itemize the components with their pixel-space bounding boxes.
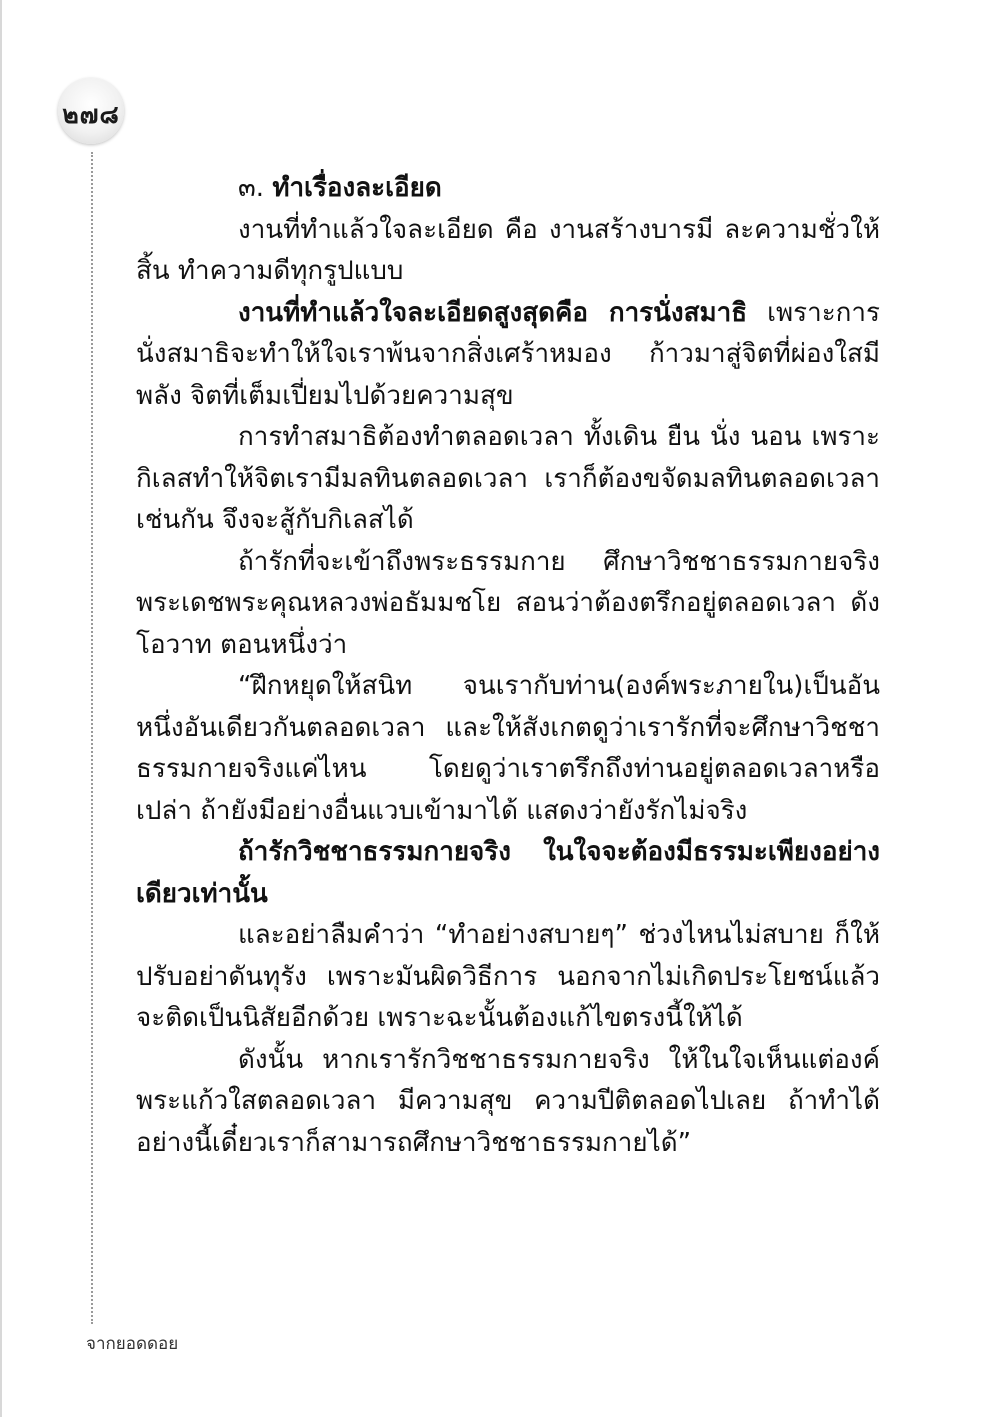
paragraph-3: การทำสมาธิต้องทำตลอดเวลา ทั้งเดิน ยืน นั่ง นอน เพราะกิเลสทำให้จิตเรามีมลทินตลอดเวลา เราก็ต้องขจัดมลทินตลอดเวลาเช่นกัน จึงจะสู้กับกิเลสได้ (136, 422, 880, 535)
quote-paragraph-3: ดังนั้น หากเรารักวิชชาธรรมกายจริง ให้ในใจเห็นแต่องค์พระแก้วใสตลอดเวลา มีความสุข ความปีติตลอดไปเลย ถ้าทำได้อย่างนี้เดี๋ยวเราก็สามารถศึกษาวิชชาธรรมกายได้” (136, 1044, 880, 1158)
section-heading (136, 168, 880, 210)
paragraph-4: ถ้ารักที่จะเข้าถึงพระธรรมกาย ศึกษาวิชชาธรรมกายจริง พระเดชพระคุณหลวงพ่อธัมมชโย สอนว่าต้องตรึกอยู่ตลอดเวลา ดังโอวาท ตอนหนึ่งว่า (136, 546, 880, 660)
body-text (136, 168, 880, 1164)
paragraph-1: งานที่ทำแล้วใจละเอียด คือ งานสร้างบารมี ละความชั่วให้สิ้น ทำความดีทุกรูปแบบ (136, 214, 880, 286)
running-footer: จากยอดดอย (86, 1334, 179, 1354)
quote-paragraph-bold: ถ้ารักวิชชาธรรมกายจริง ในใจจะต้องมีธรรมะเพียงอย่างเดียวเท่านั้น (136, 837, 880, 909)
section-number: ๓. (238, 173, 265, 203)
section-title: ทำเรื่องละเอียด (272, 173, 442, 203)
page-number: ๒๗๘ (62, 100, 120, 129)
paragraph-2-bold-lead: งานที่ทำแล้วใจละเอียดสูงสุดคือ การนั่งสมาธิ (238, 297, 748, 328)
quote-paragraph-1: “ฝึกหยุดให้สนิท จนเรากับท่าน(องค์พระภายใน)เป็นอันหนึ่งอันเดียวกันตลอดเวลา และให้สังเกตดูว่าเรารักที่จะศึกษาวิชชาธรรมกายจริงแค่ไหน โดยดูว่าเราตรึกถึงท่านอยู่ตลอดเวลาหรือเปล่า ถ้ายังมีอย่างอื่นแวบเข้ามาได้ แสดงว่ายังรักไม่จริง (136, 671, 880, 826)
margin-dotted-line (91, 152, 93, 1324)
quote-paragraph-2: และอย่าลืมคำว่า “ทำอย่างสบายๆ” ช่วงไหนไม่สบาย ก็ให้ปรับอย่าดันทุรัง เพราะมันผิดวิธีการ นอกจากไม่เกิดประโยชน์แล้วจะติดเป็นนิสัยอีกด้วย เพราะฉะนั้นต้องแก้ไขตรงนี้ให้ได้ (136, 920, 880, 1033)
paragraph-2-rest: เพราะการนั่งสมาธิจะทำให้ใจเราพ้นจากสิ่งเศร้าหมอง ก้าวมาสู่จิตที่ผ่องใสมีพลัง จิตที่เต็มเปี่ยมไปด้วยความสุข (136, 297, 880, 411)
paragraph-2 (136, 293, 880, 418)
